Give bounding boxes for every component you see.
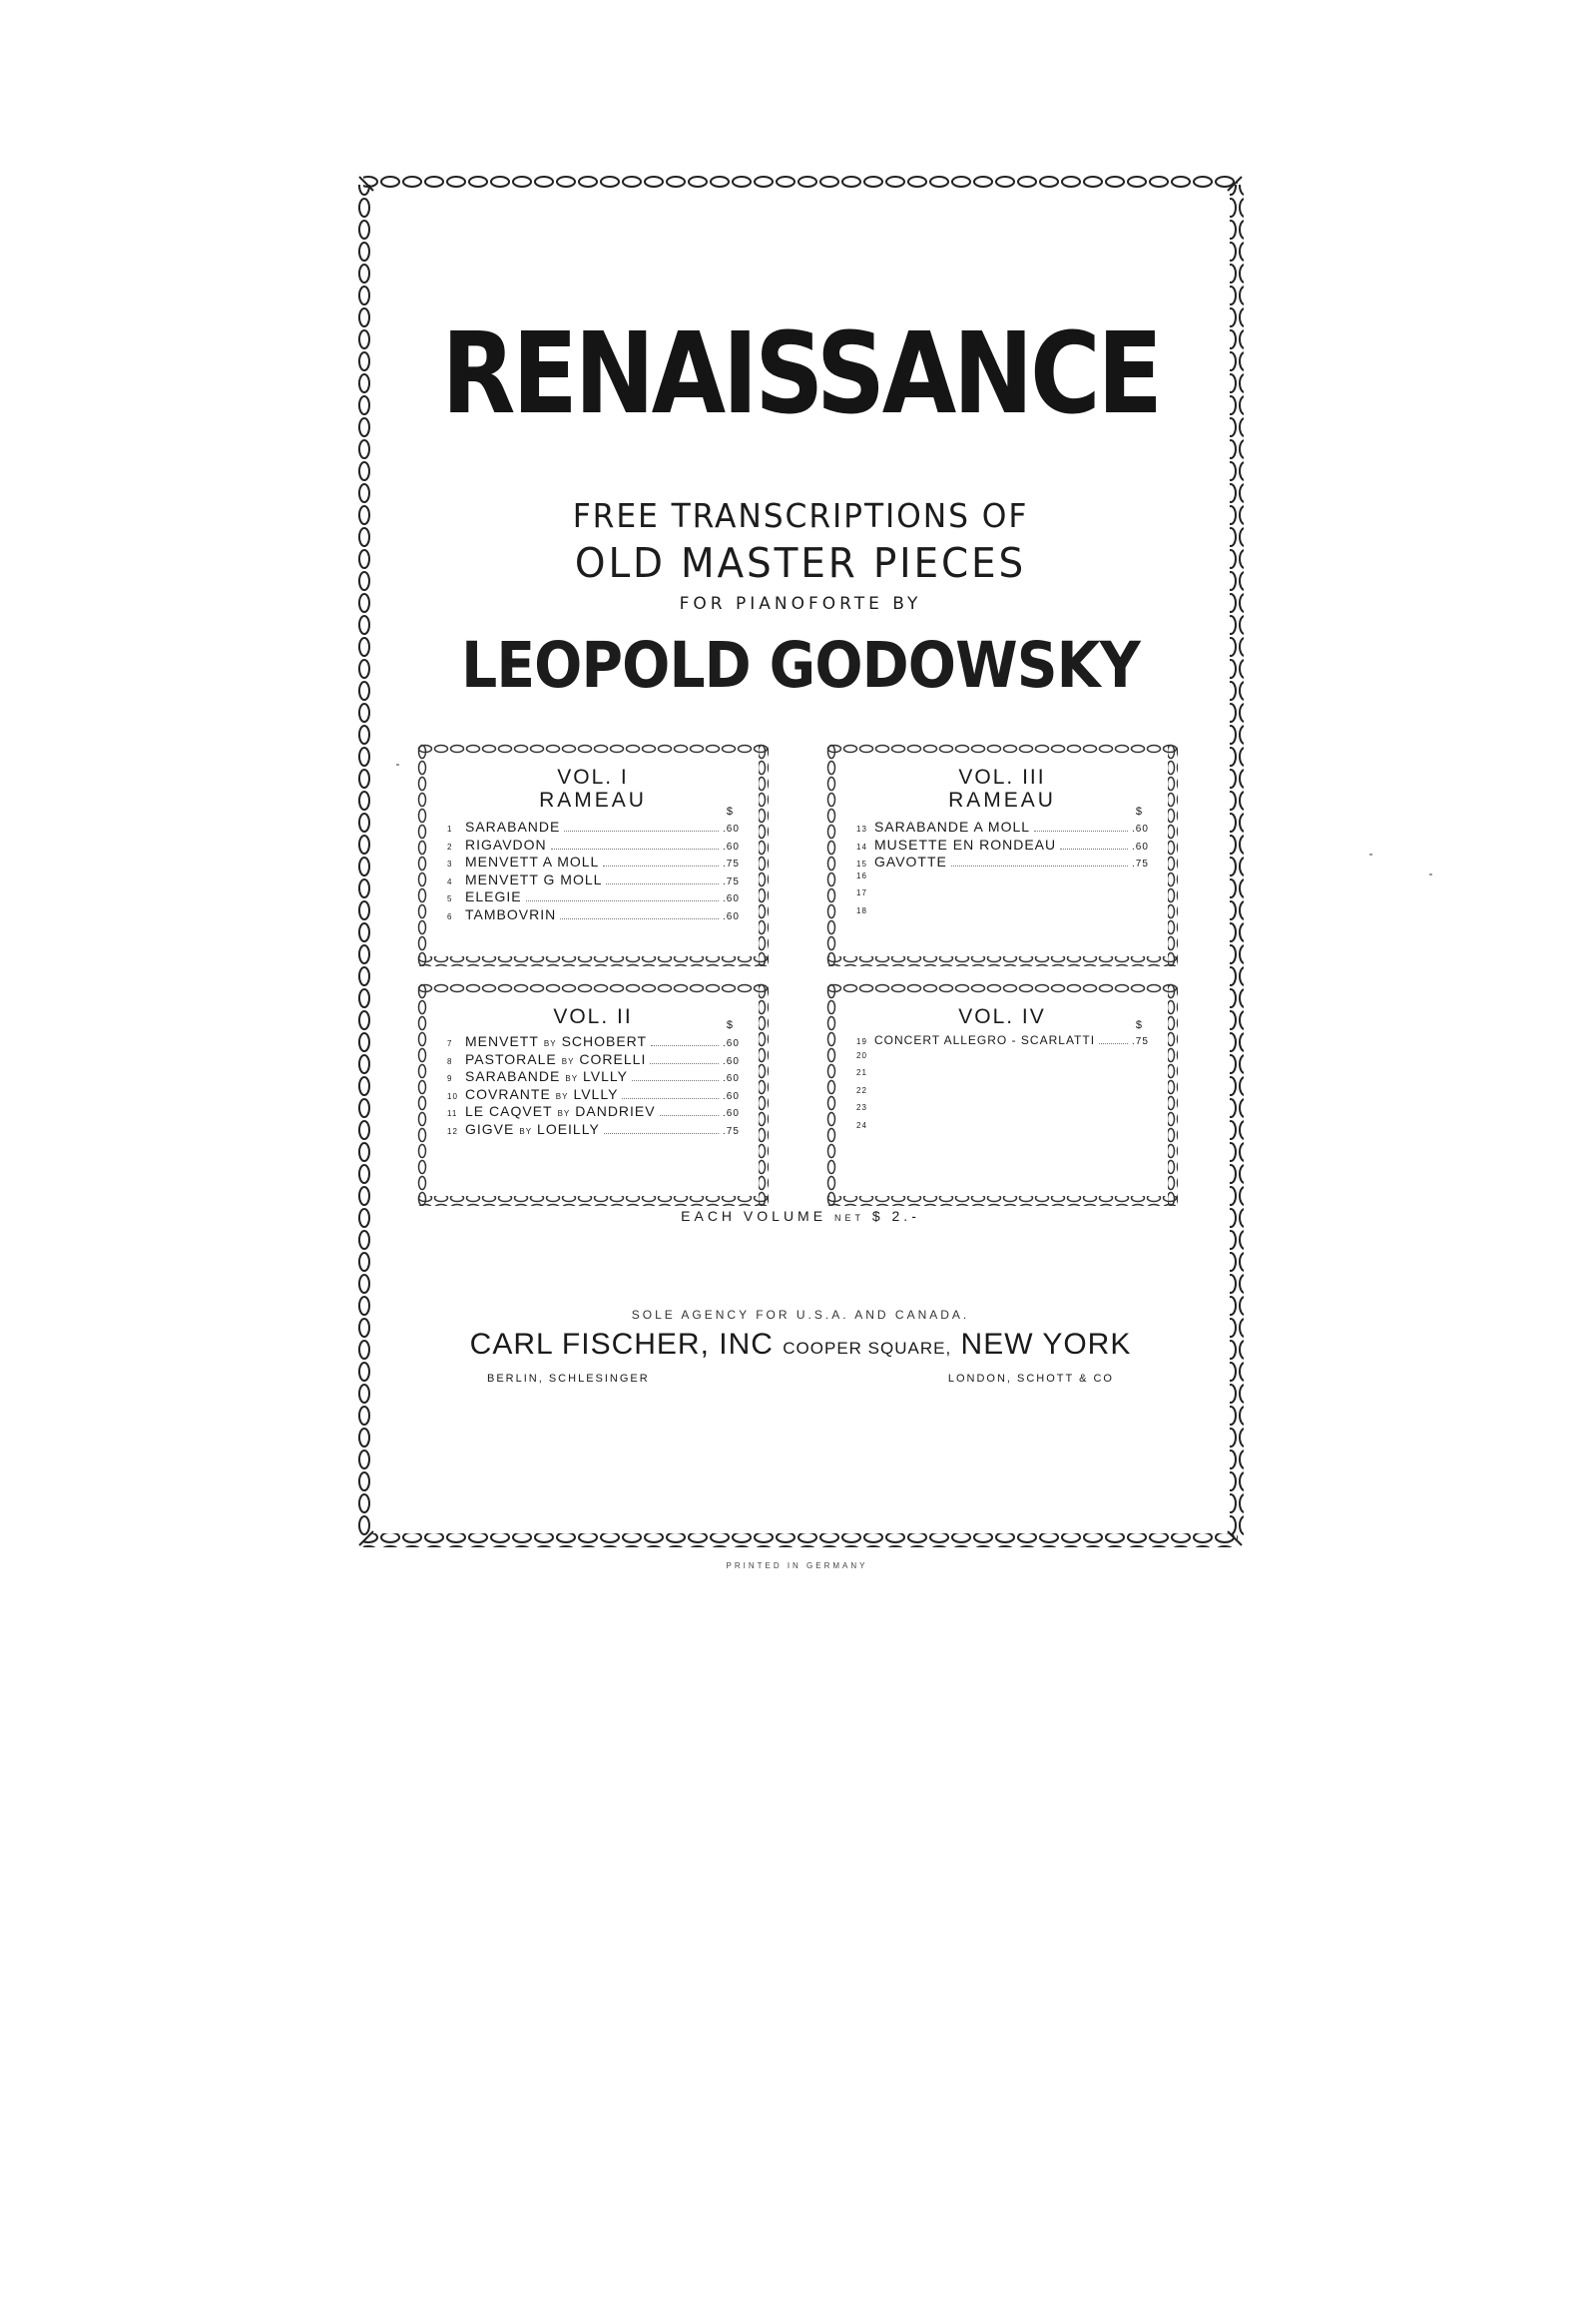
volume-box-3	[826, 744, 1178, 966]
each-volume-price: EACH VOLUME NET $ 2.-	[681, 1208, 920, 1224]
list-item: 18	[856, 905, 867, 915]
list-item: 11 LE CAQVET BY DANDRIEV .60	[447, 1103, 740, 1119]
list-item: 3 MENVETT A MOLL .75	[447, 854, 740, 870]
list-item: 2 RIGAVDON .60	[447, 836, 740, 853]
list-item: 24	[856, 1120, 867, 1130]
list-item: 6 TAMBOVRIN .60	[447, 905, 740, 922]
list-item: 23	[856, 1103, 867, 1112]
volume-box-4	[826, 983, 1178, 1206]
list-item: 15 GAVOTTE .75	[856, 854, 1149, 870]
volume-heading: VOL. I	[557, 766, 629, 789]
list-item: 4 MENVETT G MOLL .75	[447, 871, 740, 887]
volume-heading: VOL. IV	[958, 1005, 1046, 1028]
piece-list	[856, 819, 1148, 923]
piece-list	[856, 1033, 1148, 1138]
paper-speck	[1369, 854, 1372, 856]
list-item: 14 MUSETTE EN RONDEAU .60	[856, 836, 1149, 853]
currency-symbol: $	[726, 1019, 733, 1031]
page-title: RENAISSANCE	[441, 309, 1160, 439]
list-item: 21	[856, 1068, 867, 1077]
currency-symbol: $	[726, 806, 733, 818]
piece-list	[447, 819, 739, 923]
subtitle-line-3: FOR PIANOFORTE BY	[679, 594, 922, 614]
sole-agency-line: SOLE AGENCY FOR U.S.A. AND CANADA.	[631, 1308, 970, 1322]
publisher-line: CARL FISCHER, INC COOPER SQUARE, NEW YORK	[469, 1328, 1132, 1361]
printed-in-germany: PRINTED IN GERMANY	[726, 1561, 868, 1570]
piece-list	[447, 1033, 739, 1138]
currency-symbol: $	[1135, 1019, 1142, 1031]
volume-composer: RAMEAU	[539, 789, 647, 812]
list-item: 12 GIGVE BY LOEILLY .75	[447, 1120, 740, 1137]
volume-box-1	[417, 744, 769, 966]
branch-berlin: BERLIN, SCHLESINGER	[487, 1373, 650, 1385]
paper-speck	[396, 764, 399, 766]
list-item: 1 SARABANDE .60	[447, 819, 740, 835]
subtitle-line-2: OLD MASTER PIECES	[574, 539, 1027, 587]
volume-heading: VOL. II	[553, 1005, 633, 1028]
list-item: 10 COVRANTE BY LVLLY .60	[447, 1085, 740, 1102]
paper-speck	[1429, 873, 1432, 875]
list-item: 8 PASTORALE BY CORELLI .60	[447, 1050, 740, 1067]
list-item: 7 MENVETT BY SCHOBERT .60	[447, 1033, 740, 1049]
list-item: 5 ELEGIE .60	[447, 888, 740, 904]
list-item: 13 SARABANDE A MOLL .60	[856, 819, 1149, 835]
list-item: 19 CONCERT ALLEGRO - SCARLATTI .75	[856, 1033, 1149, 1047]
title-page-frame	[357, 175, 1244, 1547]
volume-composer: RAMEAU	[948, 789, 1056, 812]
list-item: 22	[856, 1085, 867, 1095]
composer-name: LEOPOLD GODOWSKY	[461, 629, 1140, 702]
currency-symbol: $	[1135, 806, 1142, 818]
list-item: 16	[856, 871, 867, 880]
list-item: 20	[856, 1050, 867, 1060]
list-item: 9 SARABANDE BY LVLLY .60	[447, 1068, 740, 1084]
subtitle-line-1: FREE TRANSCRIPTIONS OF	[572, 496, 1029, 535]
volume-heading: VOL. III	[958, 766, 1046, 789]
list-item: 17	[856, 888, 867, 897]
volume-box-2	[417, 983, 769, 1206]
branch-london: LONDON, SCHOTT & CO	[947, 1373, 1114, 1385]
